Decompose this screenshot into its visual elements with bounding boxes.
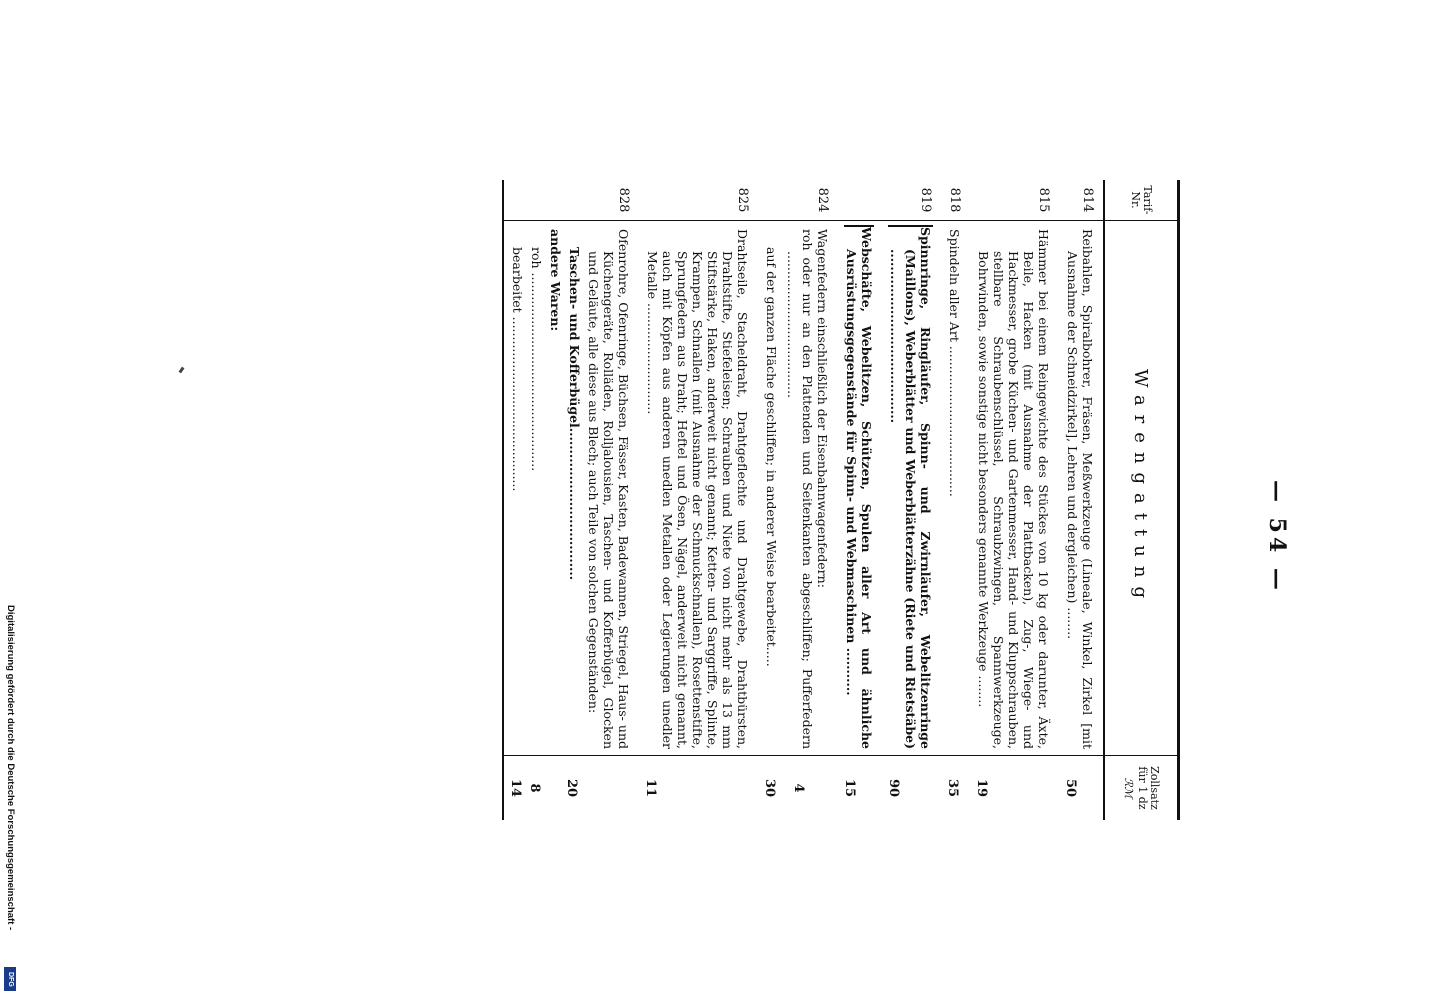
header-tarif-nr-label: Tarif- Nr. <box>1129 185 1155 215</box>
description-subline: bearbeitet ............................................ <box>510 247 525 492</box>
tarif-nr: 818 <box>941 180 970 221</box>
page-number: — 54 — <box>1264 480 1290 594</box>
tarif-nr: 815 <box>970 180 1059 221</box>
table-row <box>941 180 970 820</box>
description-line: Spindeln aller Art ...................................... <box>947 229 962 497</box>
duty-value: 20 <box>564 778 579 798</box>
table-row <box>882 180 941 820</box>
table-header <box>1103 180 1177 820</box>
table-row <box>504 180 639 820</box>
description <box>639 221 758 756</box>
header-zollsatz <box>1105 756 1177 820</box>
duty-values <box>504 756 639 820</box>
description-line: Webschäfte, Webelitzen, Schützen, Spulen aller Art und ähnliche Ausrüstungsgegenstände für Spinn- und Webmaschinen ........... <box>844 227 874 749</box>
table-row <box>838 180 882 820</box>
description-line: Wagenfedern einschließlich der Eisenbahnwagenfedern: <box>815 229 830 588</box>
tarif-nr: 814 <box>1059 180 1103 221</box>
tarif-nr: 825 <box>639 180 758 221</box>
header-warengattung: Warengattung <box>1105 221 1177 756</box>
description <box>504 221 639 756</box>
description-line: Hämmer bei einem Reingewichte des Stückes von 10 kg oder darunter, Äxte, Beile, Hacken (mit Ausnahme der Plattbacken), Zug-, Wiege- und Hackmesser, grobe Küchen- und Gartenmesser, Hand- und Kluppschrauben, stellbare Schraubenschlüssel, Schraubzwingen, Spannwerkzeuge, Bohrwinden, sowie sonstige nicht besonders genannte Werkzeuge ........ <box>976 229 1051 749</box>
description <box>1059 221 1103 756</box>
table-body <box>504 180 1103 820</box>
description <box>882 221 941 756</box>
duty-value: 90 <box>886 778 901 798</box>
description-line: Drahtseile, Stacheldraht, Drahtgeflechte und Drahtgewebe, Drahtbürsten, Drahtstifte, Stiefeleisen; Schrauben und Niete von nicht mehr als 13 mm Stiftstärke, Haken, anderweit nicht genannt; Ketten- und Sarggriffe, Splinte, Krampen, Schnallen (mit Ausnahme der Schmuckschnallen), Rosettenstifte, Sprungfedern aus Draht; Heftel und Ösen, Nägel, anderweit nicht genannt, auch mit Köpfen aus anderen unedlen Metallen oder Legierungen unedler Metalle ............................ <box>645 229 750 749</box>
dfg-funding-note: Digitalisierung gefördert durch die Deutsche Forschungsgemeinschaft - <box>5 605 16 931</box>
duty-value: 14 <box>508 778 523 798</box>
duty-value: 4 <box>791 783 806 793</box>
description <box>838 221 882 756</box>
tarif-nr: 828 <box>504 180 639 221</box>
header-zollsatz-unit: ℛℳ <box>1121 777 1135 799</box>
tarif-nr: 824 <box>758 180 838 221</box>
description-subline: Taschen- und Kofferbügel................................... <box>567 247 582 581</box>
duty-value: 50 <box>1063 778 1078 798</box>
duty-value: 35 <box>945 778 960 798</box>
description-line: Reibahlen, Spiralbohrer, Fräsen, Meßwerkzeuge (Lineale, Winkel, Zirkel [mit Ausnahme der Schneidzirkel], Lehren und dergleichen) ........ <box>1065 229 1095 749</box>
duty-value: 15 <box>842 778 857 798</box>
duty-value: 8 <box>527 783 542 793</box>
description <box>758 221 838 756</box>
header-zollsatz-label: Zollsatz für 1 dz <box>1136 766 1162 810</box>
duty-value: 11 <box>643 778 658 798</box>
duty-value: 30 <box>762 778 777 798</box>
tarif-nr <box>838 180 882 221</box>
table-row <box>639 180 758 820</box>
dfg-logo-icon: DFG <box>4 967 16 991</box>
dfg-footer <box>4 605 14 997</box>
tariff-table <box>502 180 1180 820</box>
description-subline: andere Waren: <box>548 229 563 332</box>
description-subline: roh oder nur an den Plattenden und Seitenkanten abgeschliffen; Pufferfedern ..................................... <box>785 229 815 749</box>
description-subline: auf der ganzen Fläche geschliffen; in anderer Weise bearbeitet..... <box>764 247 779 667</box>
tarif-nr: 819 <box>882 180 941 221</box>
table-row <box>1059 180 1103 820</box>
description <box>970 221 1059 756</box>
duty-values <box>758 756 838 820</box>
description <box>941 221 970 756</box>
table-row <box>758 180 838 820</box>
description-line: Spinnringe, Ringläufer, Spinn- und Zwirnläufer, Webelitzenringe (Maillons), Weberblätter und Weberblätterzähne (Riete und Rietstäbe) ........................................ <box>888 227 933 749</box>
rotated-table-page <box>250 180 1290 820</box>
description-subline: roh .................................................. <box>529 247 544 472</box>
header-tarif-nr <box>1105 180 1177 221</box>
table-row <box>970 180 1059 820</box>
scan-speck <box>179 367 185 374</box>
description-line: Ofenrohre, Ofenringe, Büchsen, Fässer, Kasten, Badewannen, Striegel, Haus- und Küchengeräte, Rolläden, Rolljalousien, Taschen- und Kofferbügel, Glocken und Geläute, alle diese aus Blech; auch Teile von solchen Gegenständen: <box>586 229 631 749</box>
duty-value: 19 <box>974 778 989 798</box>
